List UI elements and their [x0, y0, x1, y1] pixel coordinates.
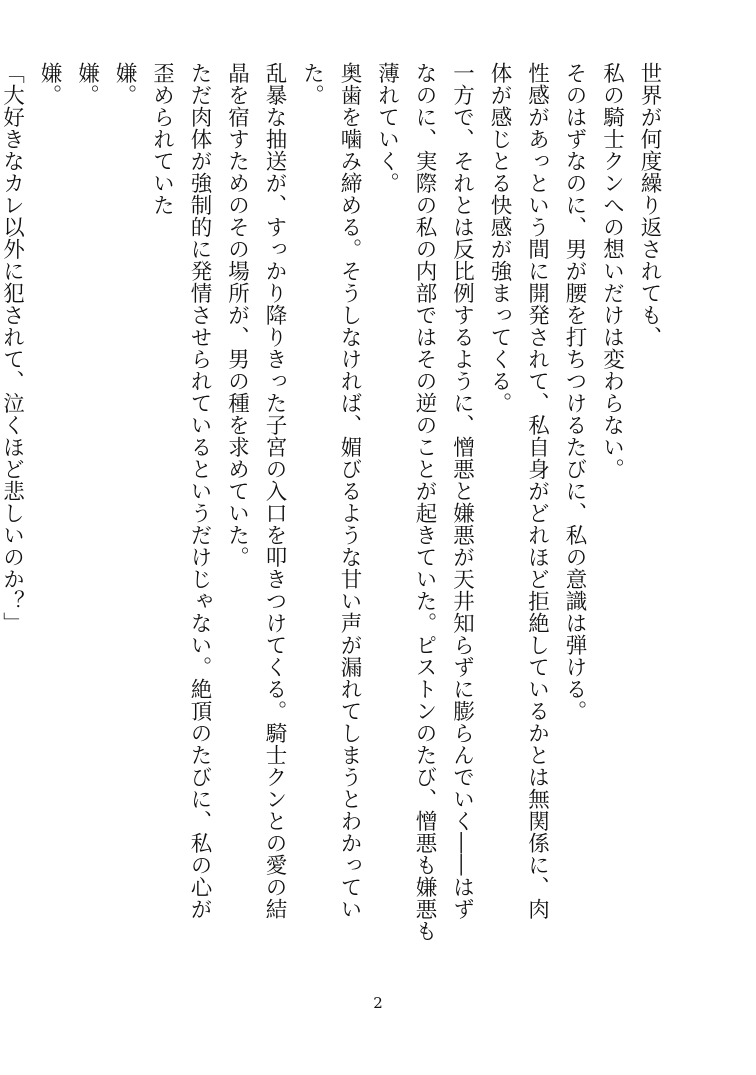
text-line: なのに、実際の私の内部ではその逆のことが起きていた。ピストンのたび、憎悪も嫌悪も: [412, 62, 437, 942]
text-line: 歪められていた: [149, 62, 175, 216]
text-line: 私の騎士クンへの想いだけは変わらない。: [599, 62, 625, 480]
text-line: 世界が何度繰り返されても、: [637, 62, 662, 348]
text-line: 一方で、それとは反比例するように、憎悪と嫌悪が天井知らずに膨らんでいく――はず: [449, 62, 475, 920]
text-line: 嫌。: [74, 62, 100, 106]
text-line: 嫌。: [37, 62, 62, 106]
text-line: 性感があっという間に開発されて、私自身がどれほど拒絶しているかとは無関係に、肉: [524, 62, 550, 920]
text-line: 晶を宿すためのその場所が、男の種を求めていた。: [224, 62, 250, 568]
text-line: 乱暴な抽送が、すっかり降りきった子宮の入口を叩きつけてくる。騎士クンとの愛の結: [262, 62, 287, 920]
text-line: ただ肉体が強制的に発情させられているというだけじゃない。絶頂のたびに、私の心が: [187, 62, 212, 920]
text-line: 薄れていく。: [374, 62, 400, 194]
text-line: た。: [299, 62, 325, 106]
text-line: 嫌。: [112, 62, 137, 106]
text-line: 体が感じとる快感が強まってくる。: [487, 62, 512, 414]
text-line: そのはずなのに、男が腰を打ちつけるたびに、私の意識は弾ける。: [562, 62, 587, 722]
text-line: 「大好きなカレ以外に犯されて、泣くほど悲しいのか？」: [0, 62, 25, 634]
page-number: 2: [373, 994, 383, 1012]
text-line: 奥歯を噛み締める。そうしなければ、媚びるような甘い声が漏れてしまうとわかってい: [337, 62, 362, 920]
vertical-text-block: [0, 62, 668, 1022]
